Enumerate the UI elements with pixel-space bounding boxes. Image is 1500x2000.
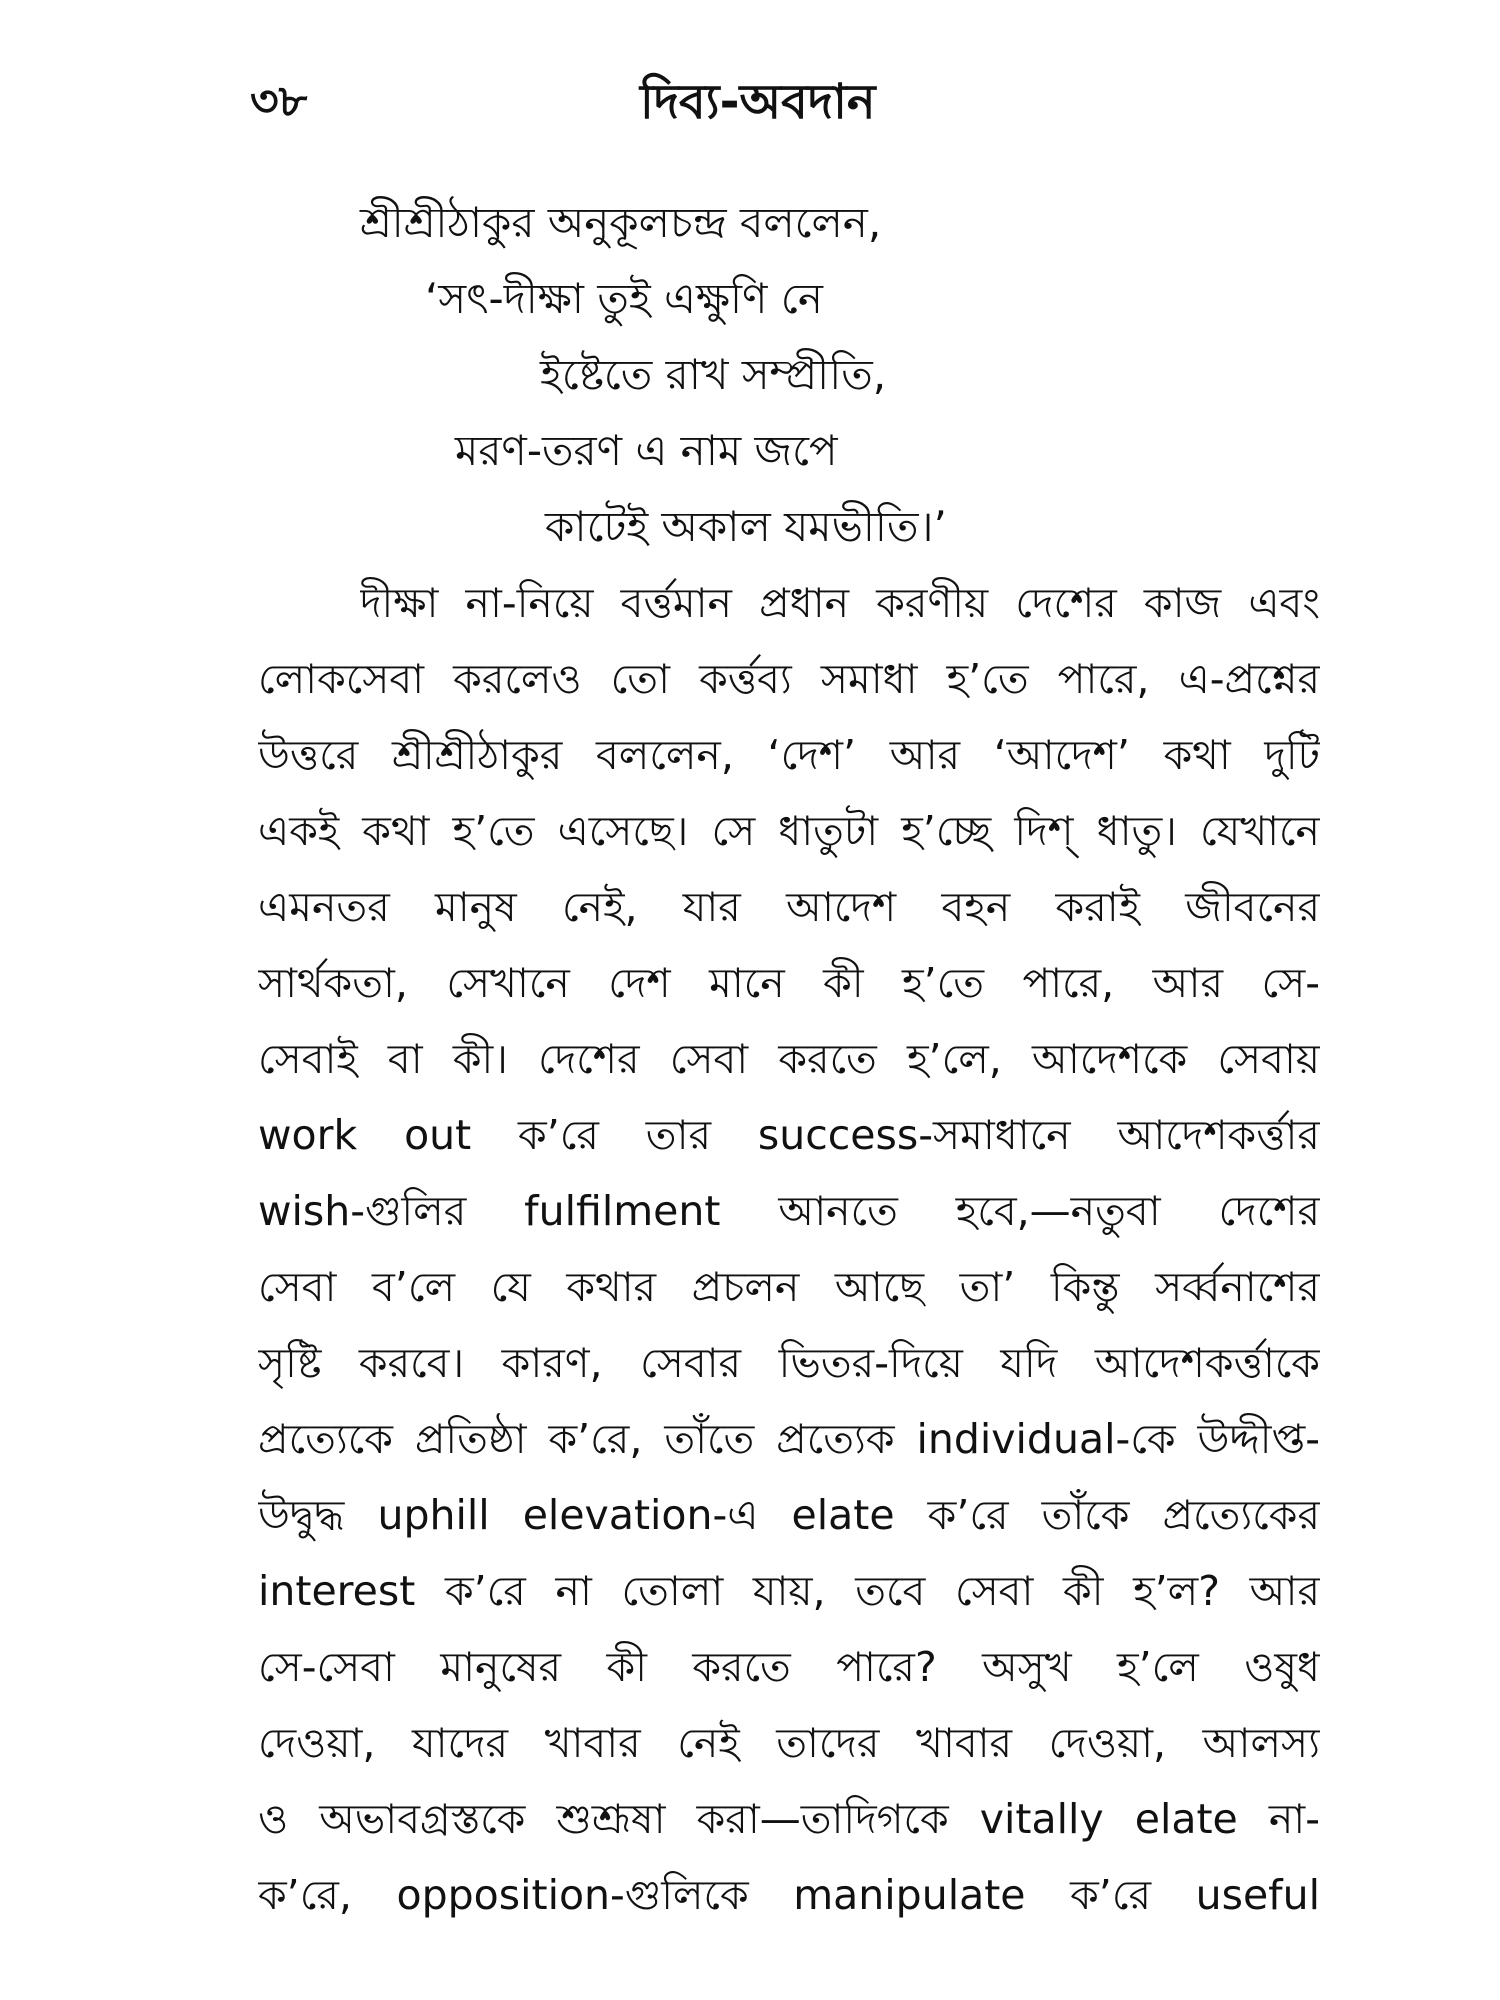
running-title: দিব্য-অবদান — [640, 74, 876, 130]
paragraph-line: work out ক’রে তার success-সমাধানে আদেশকর্ত্তার — [258, 1111, 1320, 1159]
paragraph-line: উদ্বুদ্ধ uphill elevation-এ elate ক’রে তাঁকে প্রত্যেকের — [258, 1491, 1320, 1539]
paragraph-line: interest ক’রে না তোলা যায়, তবে সেবা কী হ’ল? আর — [258, 1567, 1320, 1615]
verse-line: ‘সৎ-দীক্ষা তুই এক্ষুণি নে — [425, 274, 823, 323]
verse-line: ইষ্টেতে রাখ সম্প্রীতি, — [540, 350, 887, 399]
paragraph-line: সেবাই বা কী। দেশের সেবা করতে হ’লে, আদেশকে সেবায় — [258, 1035, 1320, 1083]
paragraph-line: সেবা ব’লে যে কথার প্রচলন আছে তা’ কিন্তু সর্ব্বনাশের — [258, 1263, 1320, 1311]
verse-line: কাটেই অকাল যমভীতি।’ — [545, 502, 947, 551]
paragraph-line: সে-সেবা মানুষের কী করতে পারে? অসুখ হ’লে ওষুধ — [258, 1643, 1320, 1691]
paragraph-line: উত্তরে শ্রীশ্রীঠাকুর বললেন, ‘দেশ’ আর ‘আদেশ’ কথা দুটি — [258, 731, 1320, 779]
paragraph-line: ও অভাবগ্রস্তকে শুশ্রূষা করা—তাদিগকে vitally elate না- — [258, 1795, 1320, 1843]
paragraph-line: সৃষ্টি করবে। কারণ, সেবার ভিতর-দিয়ে যদি আদেশকর্ত্তাকে — [258, 1339, 1320, 1387]
page-number: ৩৮ — [250, 76, 308, 127]
paragraph-line: এমনতর মানুষ নেই, যার আদেশ বহন করাই জীবনের — [258, 883, 1320, 931]
paragraph-line: একই কথা হ’তে এসেছে। সে ধাতুটা হ’চ্ছে দিশ্ ধাতু। যেখানে — [258, 807, 1320, 855]
paragraph-line: wish-গুলির fulfilment আনতে হবে,—নতুবা দেশের — [258, 1187, 1320, 1235]
paragraph-line: দেওয়া, যাদের খাবার নেই তাদের খাবার দেওয়া, আলস্য — [258, 1719, 1320, 1767]
verse-line: মরণ-তরণ এ নাম জপে — [455, 426, 838, 475]
paragraph-line: সার্থকতা, সেখানে দেশ মানে কী হ’তে পারে, আর সে- — [258, 959, 1320, 1007]
paragraph-line: দীক্ষা না-নিয়ে বর্ত্তমান প্রধান করণীয় দেশের কাজ এবং — [360, 579, 1320, 627]
verse-line: শ্রীশ্রীঠাকুর অনুকূলচন্দ্র বললেন, — [360, 198, 882, 247]
paragraph-line: প্রত্যেকে প্রতিষ্ঠা ক’রে, তাঁতে প্রত্যেক individual-কে উদ্দীপ্ত- — [258, 1415, 1320, 1463]
paragraph-line: লোকসেবা করলেও তো কর্ত্তব্য সমাধা হ’তে পারে, এ-প্রশ্নের — [258, 655, 1320, 703]
paragraph-line: ক’রে, opposition-গুলিকে manipulate ক’রে useful — [258, 1871, 1320, 1919]
